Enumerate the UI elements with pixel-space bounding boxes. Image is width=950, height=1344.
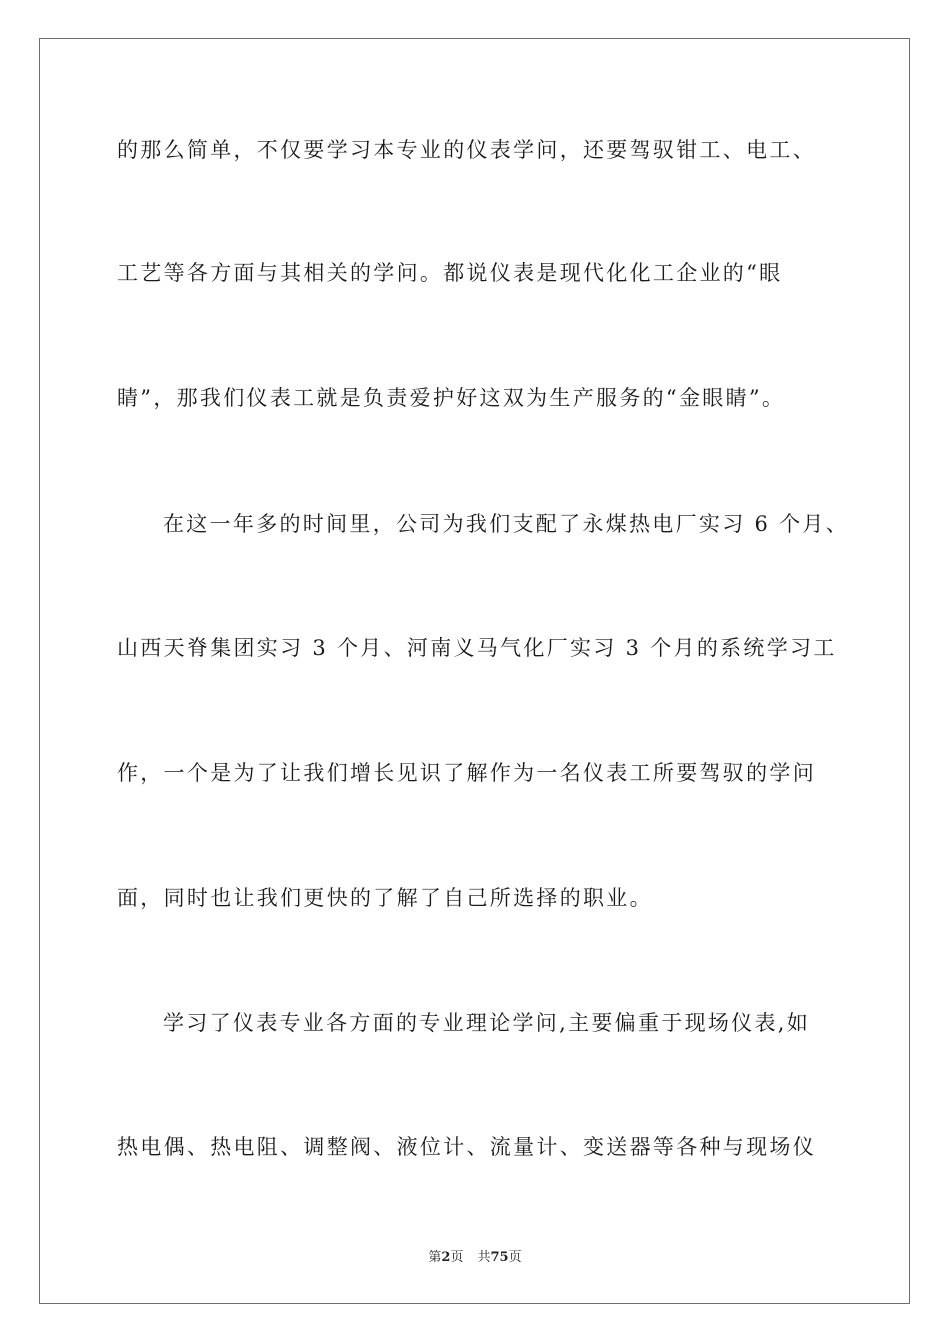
body-text-line-9: 热电偶、热电阻、调整阀、液位计、流量计、变送器等各种与现场仪 <box>117 1135 816 1159</box>
page-number: 2 <box>441 1250 451 1265</box>
page-border <box>39 38 910 1304</box>
body-text-line-3: 睛”，那我们仪表工就是负责爱护好这双为生产服务的“金眼睛”。 <box>117 386 786 410</box>
body-text-line-1: 的那么简单，不仅要学习本专业的仪表学问，还要驾驭钳工、电工、 <box>117 138 816 162</box>
body-text-line-8: 学习了仪表专业各方面的专业理论学问,主要偏重于现场仪表,如 <box>163 1011 811 1035</box>
body-text-line-6: 作，一个是为了让我们增长见识了解作为一名仪表工所要驾驭的学问 <box>117 761 816 785</box>
total-suffix: 页 <box>508 1250 522 1265</box>
body-text-line-4: 在这一年多的时间里，公司为我们支配了永煤热电厂实习 6 个月、 <box>163 512 850 536</box>
total-prefix: 共 <box>477 1250 491 1265</box>
total-pages: 75 <box>490 1250 509 1265</box>
body-text-line-5: 山西天脊集团实习 3 个月、河南义马气化厂实习 3 个月的系统学习工 <box>117 636 837 660</box>
body-text-line-7: 面，同时也让我们更快的了解了自己所选择的职业。 <box>117 886 653 910</box>
page-prefix: 第 <box>428 1250 442 1265</box>
body-text-line-2: 工艺等各方面与其相关的学问。都说仪表是现代化化工企业的“眼 <box>117 261 783 285</box>
page-suffix: 页 <box>450 1250 464 1265</box>
page-footer <box>0 1249 950 1267</box>
